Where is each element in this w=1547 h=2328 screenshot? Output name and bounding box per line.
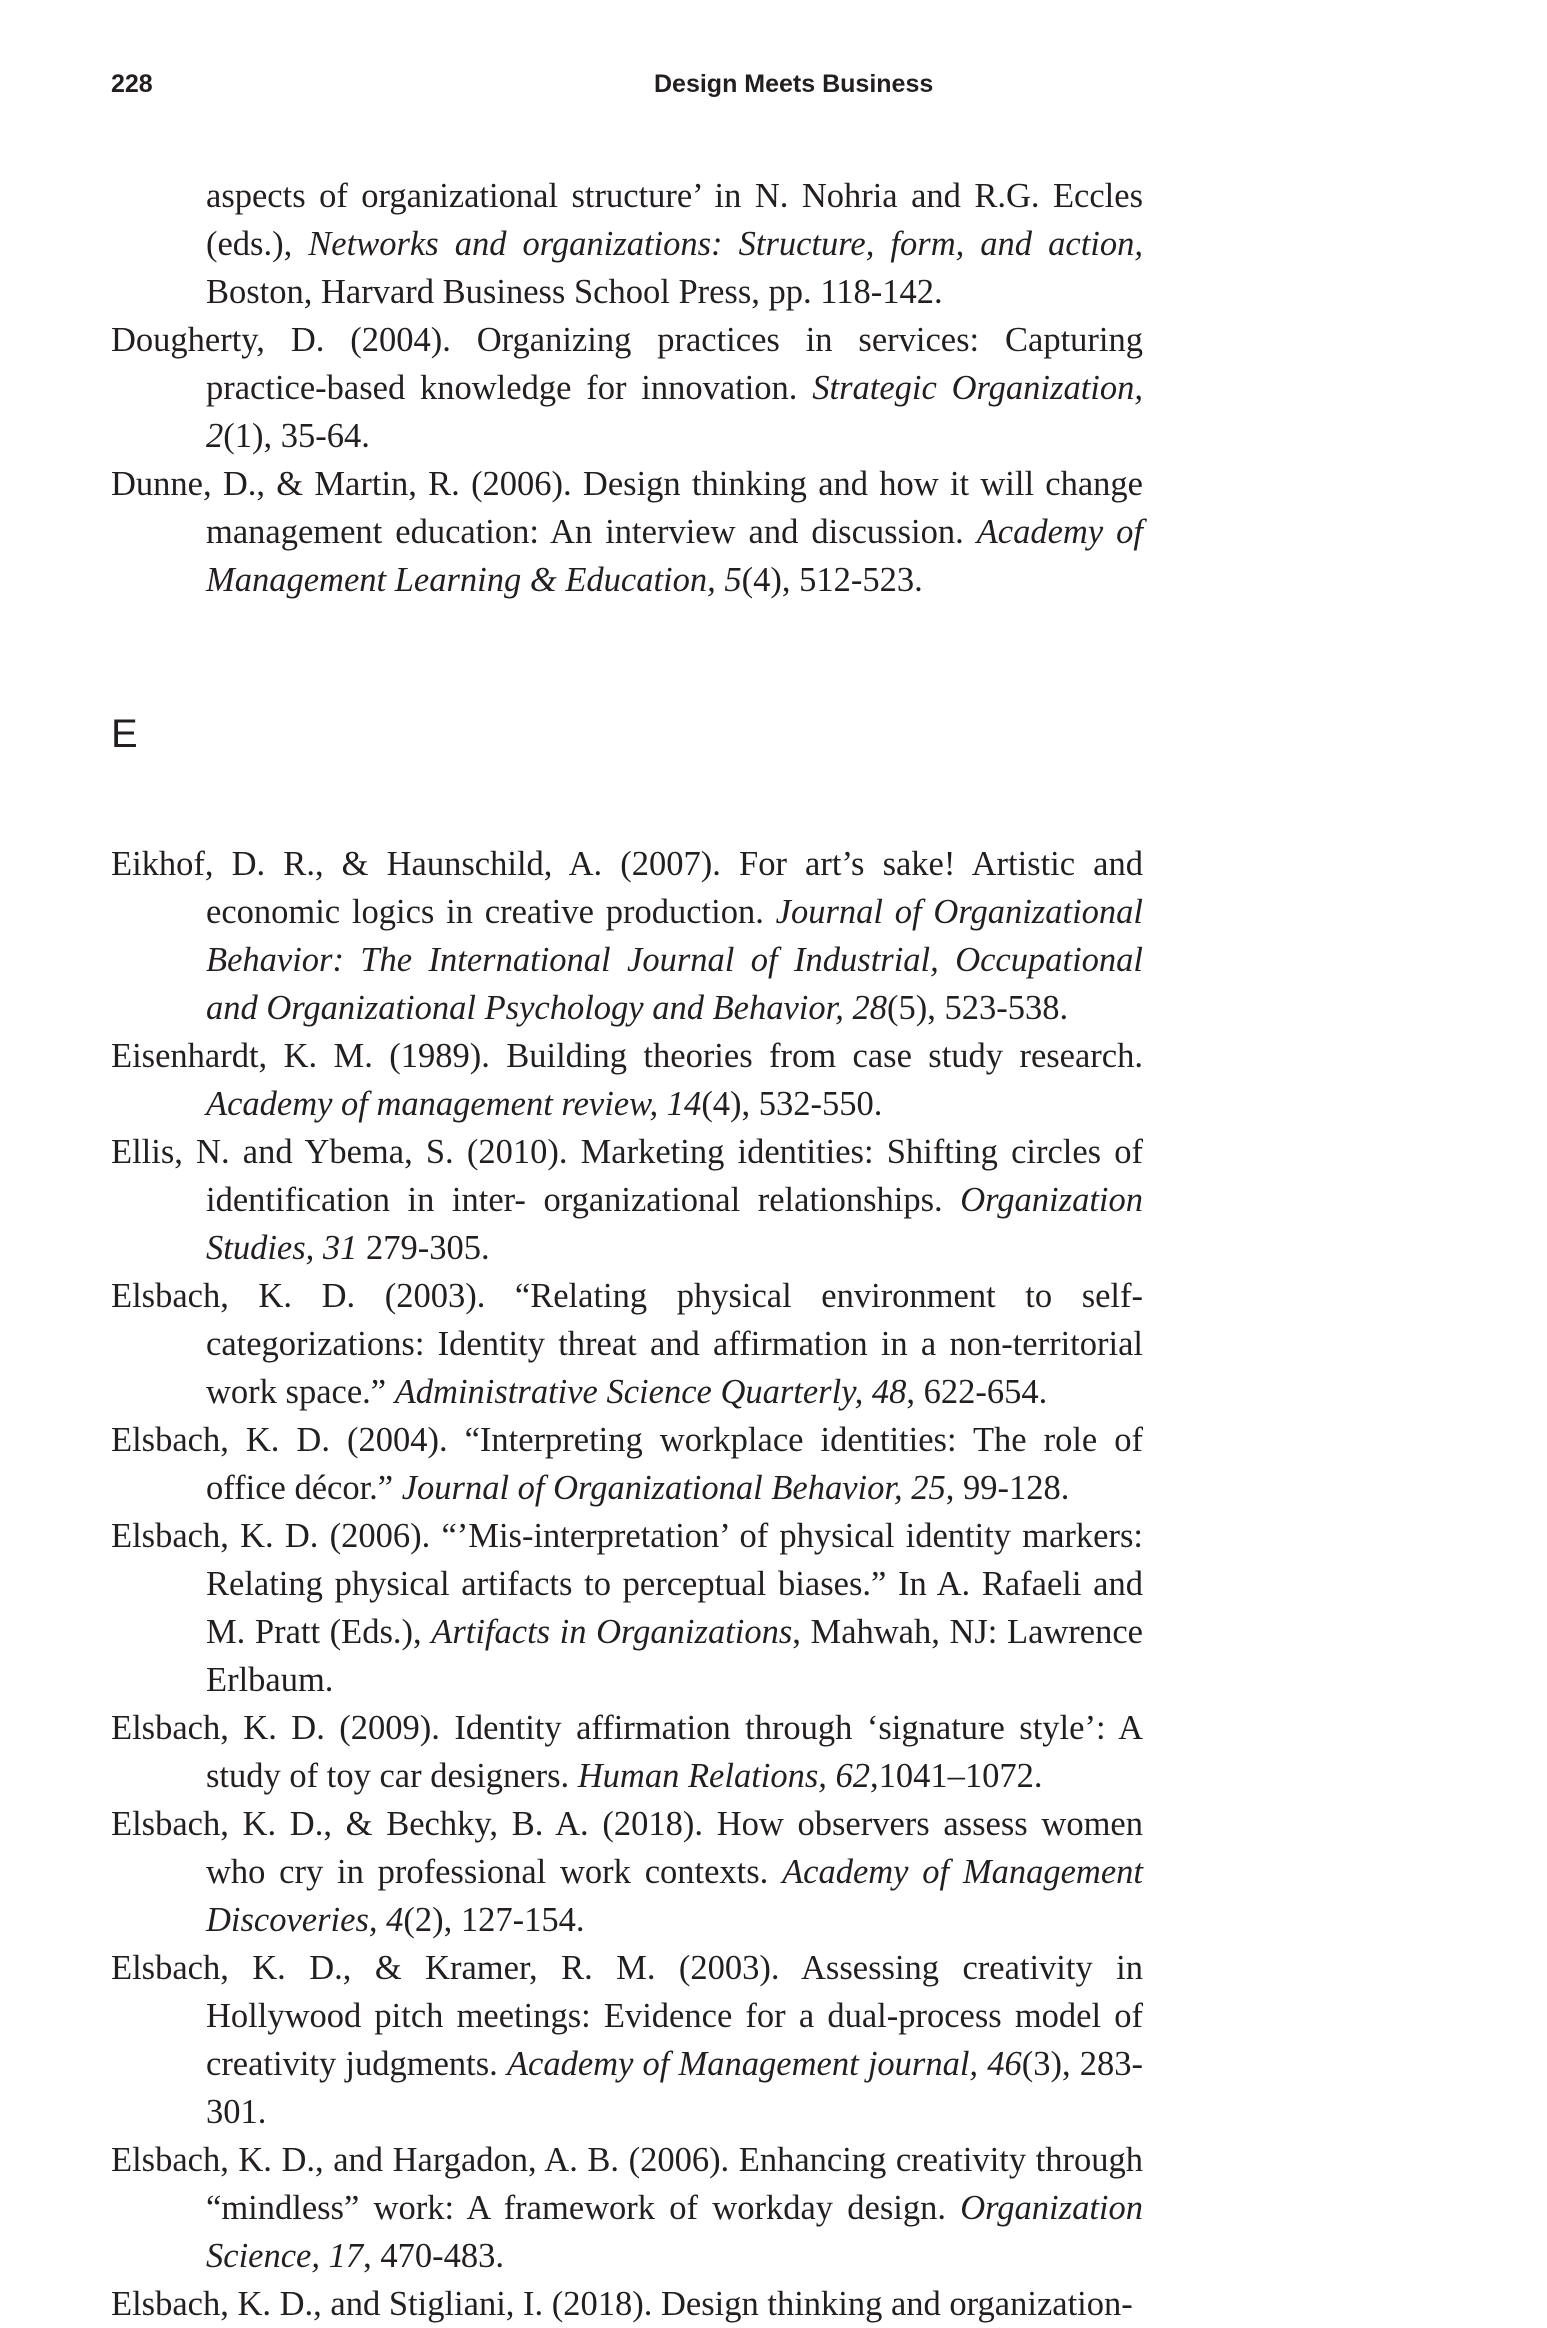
reference-entry: Elsbach, K. D., & Kramer, R. M. (2003). Assessing creativity in Hollywood pitch meetings: Evidence for a dual-process model of creativity judgments. Academy of Management journal, 46(3), 283-301. [111,1949,1143,2131]
reference-entry: Elsbach, K. D. (2009). Identity affirmation through ‘signature style’: A study of toy car designers. Human Relations, 62,1041–1072. [111,1709,1143,1795]
reference-entry: Elsbach, K. D., and Hargadon, A. B. (2006). Enhancing creativity through “mindless” work: A framework of workday design. Organization Science, 17, 470-483. [111,2141,1143,2275]
reference-entry: Eisenhardt, K. M. (1989). Building theories from case study research. Academy of management review, 14(4), 532-550. [111,1037,1143,1123]
running-header: Design Meets Business [654,70,934,98]
page-number: 228 [111,70,153,98]
reference-entry: Ellis, N. and Ybema, S. (2010). Marketing identities: Shifting circles of identification in inter- organizational relationships. Organization Studies, 31 279-305. [111,1133,1143,1267]
section-letter-heading: E [111,712,138,756]
reference-entry: Dunne, D., & Martin, R. (2006). Design thinking and how it will change management education: An interview and discussion. Academy of Management Learning & Education, 5(4), 512-523. [111,465,1144,599]
reference-entry: Elsbach, K. D. (2006). “’Mis-interpretation’ of physical identity markers: Relating physical artifacts to perceptual biases.” In A. Rafaeli and M. Pratt (Eds.), Artifacts in Organizations, Mahwah, NJ: Lawrence Erlbaum. [111,1517,1143,1699]
reference-entry: Elsbach, K. D. (2003). “Relating physical environment to self-categorizations: Identity threat and affirmation in a non-territorial work space.” Administrative Science Quarterly, 48, 622-654. [111,1277,1143,1411]
reference-entry: Elsbach, K. D., & Bechky, B. A. (2018). How observers assess women who cry in professional work contexts. Academy of Management Discoveries, 4(2), 127-154. [111,1805,1143,1939]
reference-entry: Dougherty, D. (2004). Organizing practices in services: Capturing practice-based knowledge for innovation. Strategic Organization, 2(1), 35-64. [111,321,1143,455]
reference-entry: aspects of organizational structure’ in N. Nohria and R.G. Eccles (eds.), Networks and organizations: Structure, form, and action, Boston, Harvard Business School Press, pp. 118-142. [206,177,1143,311]
reference-entry: Elsbach, K. D. (2004). “Interpreting workplace identities: The role of office décor.” Journal of Organizational Behavior, 25, 99-128. [111,1421,1143,1507]
reference-list [111,172,1143,2328]
reference-entry: Elsbach, K. D., and Stigliani, I. (2018). Design thinking and organization- [111,2285,1133,2323]
reference-entry: Eikhof, D. R., & Haunschild, A. (2007). For art’s sake! Artistic and economic logics in creative production. Journal of Organizational Behavior: The International Journal of Industrial, Occupational and Organizational Psychology and Behavior, 28(5), 523-538. [111,845,1143,1027]
